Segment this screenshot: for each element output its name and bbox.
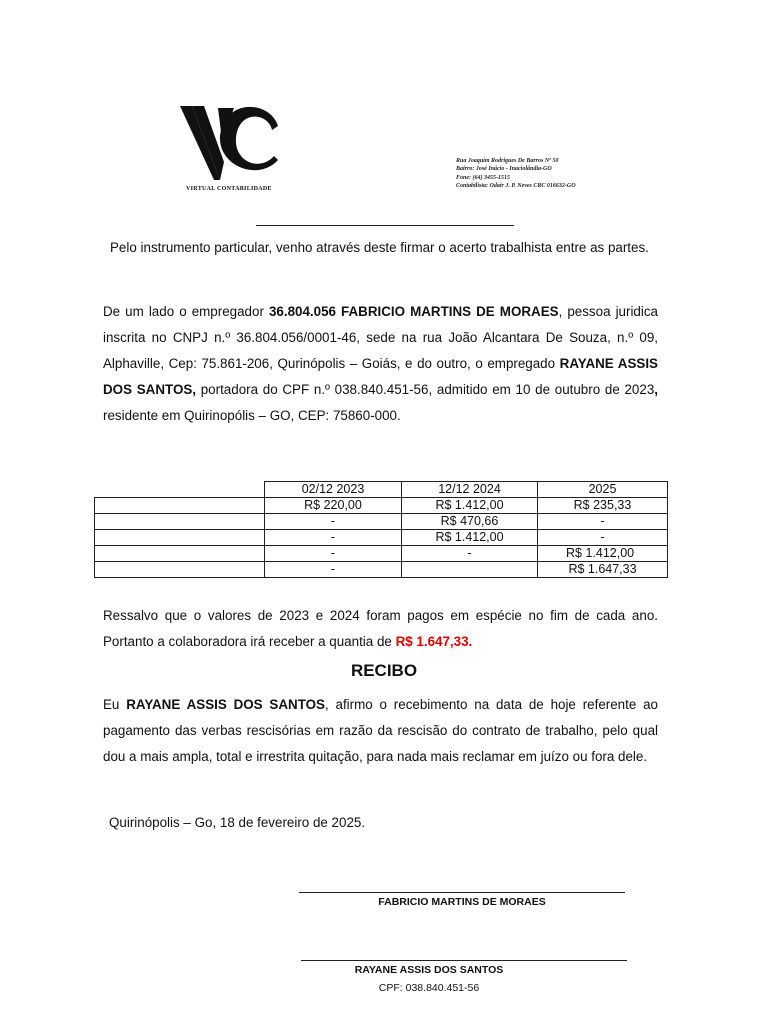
receipt-employee-name: RAYANE ASSIS DOS SANTOS bbox=[126, 697, 325, 712]
table-header: 12/12 2024 bbox=[402, 482, 538, 498]
employee-signature-line bbox=[301, 960, 627, 961]
parties-text: De um lado o empregador bbox=[103, 304, 269, 319]
address-line: Rua Joaquim Rodrigues De Barros Nº 50 bbox=[456, 158, 559, 164]
table-label-cell bbox=[95, 546, 265, 562]
header-divider bbox=[256, 225, 514, 226]
table-corner-cell bbox=[95, 482, 265, 498]
employer-signature-line bbox=[299, 892, 625, 893]
receipt-paragraph bbox=[103, 692, 658, 770]
table-cell: - bbox=[265, 530, 402, 546]
table-cell: - bbox=[265, 546, 402, 562]
table-cell bbox=[402, 562, 538, 578]
address-line: Fone: (64) 3455-1515 bbox=[456, 174, 510, 181]
employee-signature-name: RAYANE ASSIS DOS SANTOS bbox=[354, 964, 504, 976]
parties-text: , pessoa juridica inscrita no CNPJ n.º 36.804.056/0001-46, sede na rua João Alcantara De Souza, n.º 09, Alphaville, Cep: 75.861-206, Qurinópolis – Goiás, e do outro, o empregado bbox=[103, 304, 658, 371]
table-cell: - bbox=[538, 530, 668, 546]
receipt-text: , afirmo o recebimento na data de hoje referente ao pagamento das verbas rescisórias em razão da rescisão do contrato de trabalho, pelo qual dou a mais ampla, total e irrestrita quitação, para nada mais reclamar em juízo ou fora dele. bbox=[103, 697, 658, 764]
intro-paragraph: Pelo instrumento particular, venho através deste firmar o acerto trabalhista entre as partes. bbox=[110, 240, 649, 255]
employer-signature-name: FABRICIO MARTINS DE MORAES bbox=[378, 896, 546, 908]
table-cell: R$ 220,00 bbox=[265, 498, 402, 514]
table-header: 02/12 2023 bbox=[265, 482, 402, 498]
table-cell: R$ 1.647,33 bbox=[538, 562, 668, 578]
table-label-cell bbox=[95, 498, 265, 514]
vc-monogram-icon bbox=[178, 96, 288, 196]
table-cell: R$ 470,66 bbox=[402, 514, 538, 530]
table-row bbox=[95, 562, 668, 578]
place-date: Quirinópolis – Go, 18 de fevereiro de 2025. bbox=[109, 815, 366, 830]
parties-paragraph bbox=[103, 299, 658, 429]
table-row bbox=[95, 530, 668, 546]
parties-text: portadora do CPF n.º 038.840.451-56, admitido em 10 de outubro de 2023 bbox=[196, 382, 655, 397]
table-cell: R$ 1.412,00 bbox=[402, 498, 538, 514]
employee-name: RAYANE ASSIS DOS SANTOS, bbox=[103, 356, 658, 397]
table-cell: - bbox=[402, 546, 538, 562]
employee-cpf: CPF: 038.840.451-56 bbox=[378, 982, 480, 994]
remark-paragraph bbox=[103, 603, 658, 655]
table-header-row bbox=[95, 482, 668, 498]
table-cell: R$ 1.412,00 bbox=[402, 530, 538, 546]
total-amount: R$ 1.647,33. bbox=[395, 634, 473, 649]
receipt-title: RECIBO bbox=[350, 661, 418, 680]
address-line: Bairro: José Inácio - Inaciolândia-GO bbox=[456, 166, 552, 173]
table-cell: R$ 1.412,00 bbox=[538, 546, 668, 562]
table-cell: - bbox=[538, 514, 668, 530]
employer-name: 36.804.056 FABRICIO MARTINS DE MORAES bbox=[268, 304, 559, 319]
table-cell: - bbox=[265, 514, 402, 530]
table-label-cell bbox=[95, 562, 265, 578]
table-row bbox=[95, 498, 668, 514]
parties-comma: , bbox=[654, 382, 659, 397]
table-row bbox=[95, 514, 668, 530]
table-header: 2025 bbox=[538, 482, 668, 498]
table-cell: - bbox=[265, 562, 402, 578]
remark-text: Ressalvo que o valores de 2023 e 2024 foram pagos em espécie no fim de cada ano. Portanto a colaboradora irá receber a quantia de bbox=[103, 608, 658, 649]
receipt-text: Eu bbox=[103, 697, 127, 712]
address-line: Contabilista: Odair J. P. Neves CRC 016632-GO bbox=[456, 183, 576, 190]
table-cell: R$ 235,33 bbox=[538, 498, 668, 514]
letterhead-address bbox=[456, 157, 576, 191]
table-label-cell bbox=[95, 530, 265, 546]
logo-caption: VIRTUAL CONTABILIDADE bbox=[186, 186, 272, 192]
table-row bbox=[95, 546, 668, 562]
parties-text: residente em Quirinopólis – GO, CEP: 75860-000. bbox=[103, 408, 401, 423]
table-label-cell bbox=[95, 514, 265, 530]
values-table bbox=[94, 481, 668, 578]
